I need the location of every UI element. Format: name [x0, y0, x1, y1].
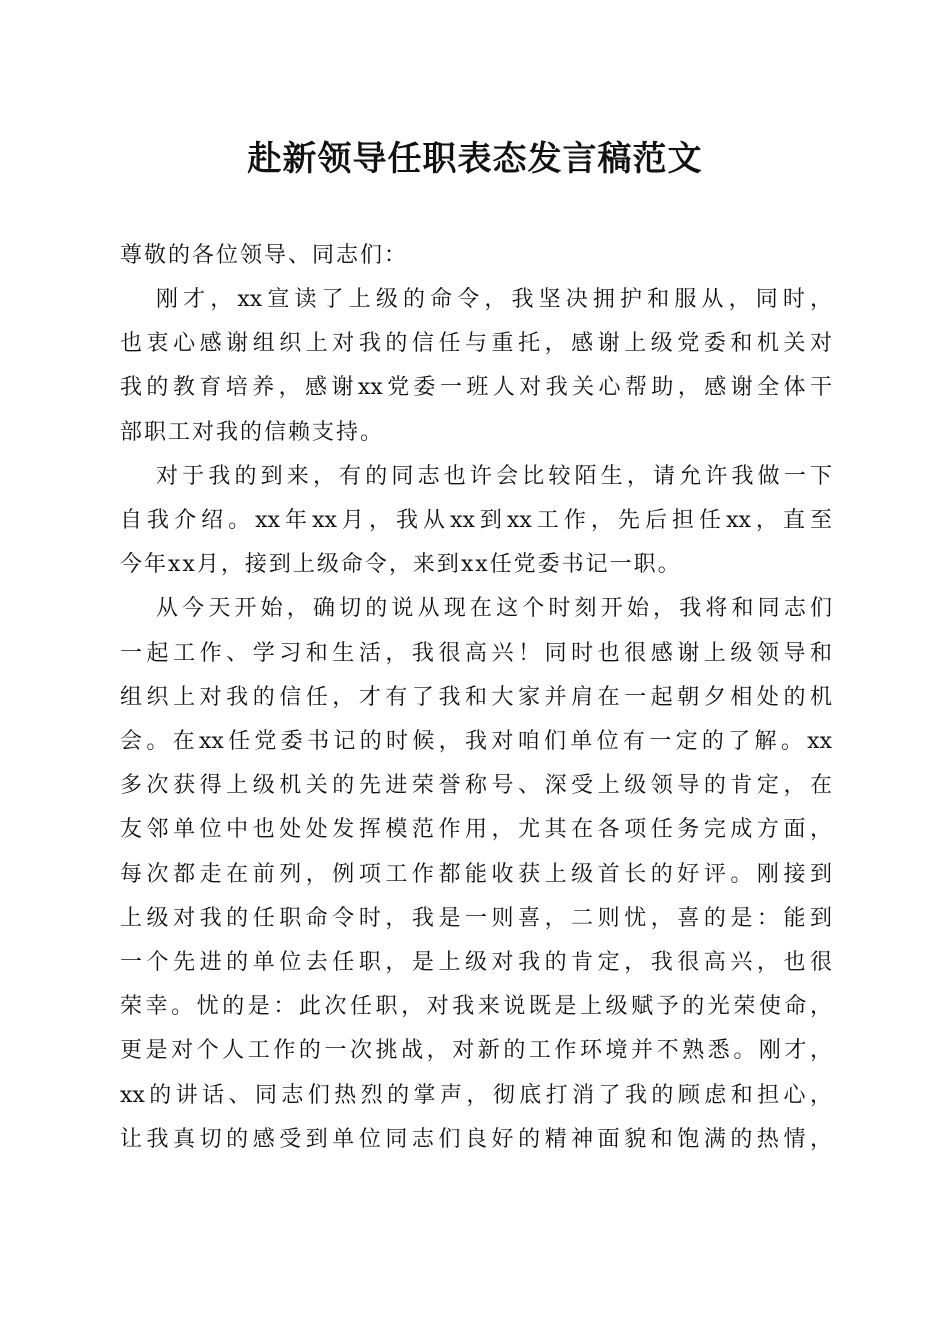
paragraph-3 [120, 587, 832, 1162]
paragraph-line: xx的讲话、同志们热烈的掌声，彻底打消了我的顾虑和担心， [120, 1082, 832, 1108]
paragraph-line: 对于我的到来，有的同志也许会比较陌生，请允许我做一下 [156, 463, 832, 489]
paragraph-line: 也衷心感谢组织上对我的信任与重托，感谢上级党委和机关对 [120, 331, 832, 357]
paragraph-line: 会。在xx任党委书记的时候，我对咱们单位有一定的了解。xx [120, 729, 832, 755]
document-body [120, 234, 832, 1162]
paragraph-line: 部职工对我的信赖支持。 [120, 419, 385, 445]
paragraph-line: 荣幸。忧的是：此次任职，对我来说既是上级赋予的光荣使命， [120, 994, 832, 1020]
paragraph-line: 自我介绍。xx年xx月，我从xx到xx工作，先后担任xx，直至 [120, 508, 832, 534]
paragraph-line: 我的教育培养，感谢xx党委一班人对我关心帮助，感谢全体干 [120, 375, 832, 401]
paragraph-line: 上级对我的任职命令时，我是一则喜，二则忧，喜的是：能到 [120, 905, 832, 931]
document-title: 赴新领导任职表态发言稿范文 [247, 139, 703, 179]
paragraph-1 [120, 278, 832, 455]
paragraph-line: 组织上对我的信任，才有了我和大家并肩在一起朝夕相处的机 [120, 684, 832, 710]
paragraph-line: 今年xx月，接到上级命令，来到xx任党委书记一职。 [120, 552, 682, 578]
paragraph-line: 每次都走在前列，例项工作都能收获上级首长的好评。刚接到 [120, 861, 832, 887]
paragraph-line: 友邻单位中也处处发挥模范作用，尤其在各项任务完成方面， [120, 817, 832, 843]
paragraph-line: 更是对个人工作的一次挑战，对新的工作环境并不熟悉。刚才， [120, 1038, 832, 1064]
salutation: 尊敬的各位领导、同志们： [120, 243, 409, 268]
paragraph-2 [120, 455, 832, 588]
paragraph-line: 多次获得上级机关的先进荣誉称号、深受上级领导的肯定，在 [120, 773, 832, 799]
paragraph-line: 一起工作、学习和生活，我很高兴！同时也很感谢上级领导和 [120, 640, 832, 666]
paragraph-line: 让我真切的感受到单位同志们良好的精神面貌和饱满的热情， [120, 1126, 832, 1152]
paragraph-line: 从今天开始，确切的说从现在这个时刻开始，我将和同志们 [156, 596, 832, 622]
paragraph-line: 刚才，xx宣读了上级的命令，我坚决拥护和服从，同时， [156, 287, 832, 312]
paragraph-line: 一个先进的单位去任职，是上级对我的肯定，我很高兴，也很 [120, 950, 832, 976]
